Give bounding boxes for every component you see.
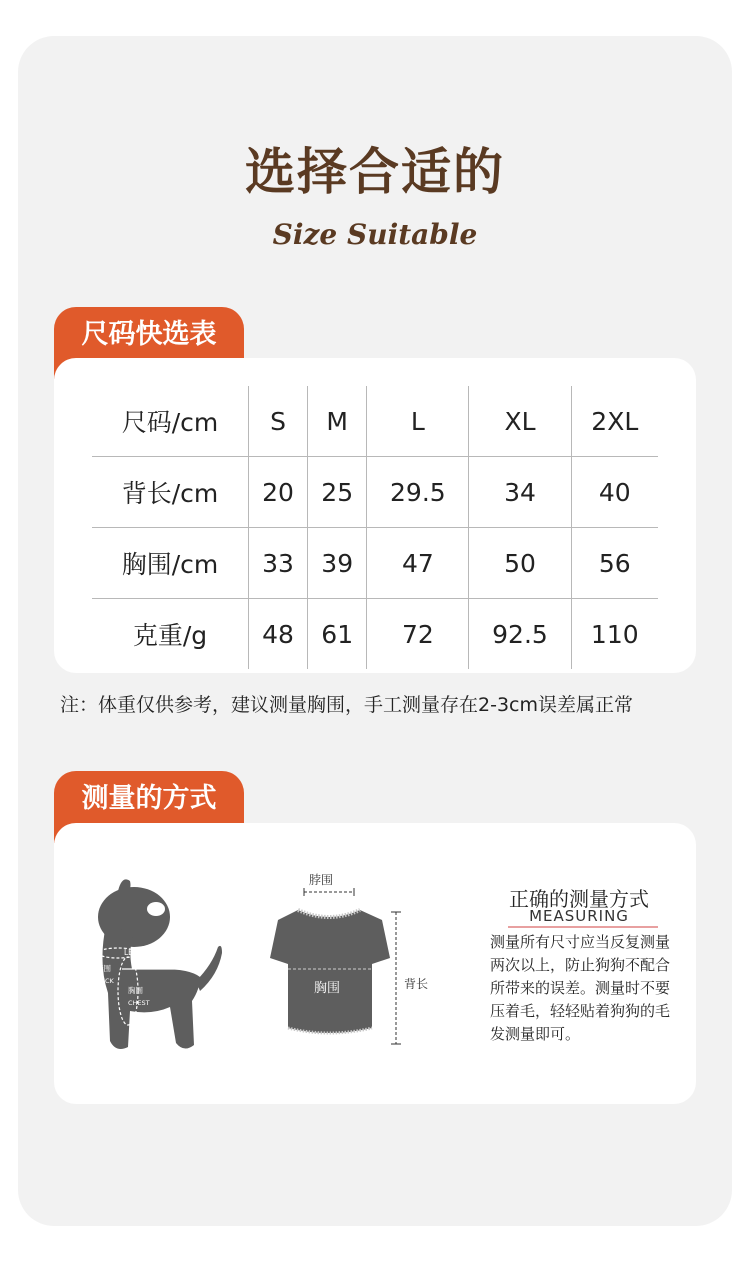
table-header-cell: 2XL <box>571 386 658 457</box>
table-row <box>92 599 658 670</box>
length-label: LENGTH背长 <box>124 948 170 957</box>
table-header-cell: 尺码/cm <box>92 386 249 457</box>
dog-chest-label: 胸围 <box>128 986 143 995</box>
table-cell: 56 <box>571 528 658 599</box>
table-header-cell: S <box>249 386 308 457</box>
table-cell: 40 <box>571 457 658 528</box>
measure-method-tab: 测量的方式 <box>54 771 244 843</box>
size-chart-card <box>54 358 696 673</box>
table-cell: 72 <box>367 599 469 670</box>
method-title: 正确的测量方式 <box>509 887 649 911</box>
size-note: 注：体重仅供参考，建议测量胸围，手工测量存在2-3cm误差属正常 <box>60 694 633 716</box>
page-title: 选择合适的 <box>245 143 505 201</box>
shirt-body-icon <box>270 910 390 1033</box>
table-cell: 50 <box>469 528 571 599</box>
table-cell: 胸围/cm <box>92 528 249 599</box>
dog-neck-label-en: NECK <box>96 977 114 985</box>
table-cell: 61 <box>308 599 367 670</box>
table-cell: 29.5 <box>367 457 469 528</box>
dog-illustration <box>72 873 232 1058</box>
table-cell: 33 <box>249 528 308 599</box>
method-description: 测量所有尺寸应当反复测量两次以上，防止狗狗不配合所带来的误差。测量时不要压着毛，轻轻贴着狗狗的毛发测量即可。 <box>490 933 671 1043</box>
table-cell: 48 <box>249 599 308 670</box>
method-underline <box>508 926 658 928</box>
measure-method-card <box>54 823 696 1104</box>
size-table <box>92 386 658 669</box>
table-header-cell: L <box>367 386 469 457</box>
dog-eye-icon <box>147 902 165 916</box>
table-row <box>92 457 658 528</box>
table-header-cell: XL <box>469 386 571 457</box>
table-header-cell: M <box>308 386 367 457</box>
table-cell: 34 <box>469 457 571 528</box>
table-cell: 39 <box>308 528 367 599</box>
shirt-length-label: 背长 <box>404 977 429 991</box>
method-subtitle: MEASURING <box>529 907 629 925</box>
table-row <box>92 528 658 599</box>
table-header-row <box>92 386 658 457</box>
shirt-neck-label: 脖围 <box>309 873 334 887</box>
size-chart-tab: 尺码快选表 <box>54 307 244 379</box>
page-subtitle: Size Suitable <box>272 218 478 251</box>
dog-tail-icon <box>196 946 222 991</box>
table-cell: 110 <box>590 619 639 649</box>
table-cell: 克重/g <box>92 599 249 670</box>
table-cell: 47 <box>367 528 469 599</box>
dog-chest-label-en: CHEST <box>128 999 150 1007</box>
table-cell: 25 <box>308 457 367 528</box>
table-cell: 92.5 <box>469 599 571 670</box>
table-cell: 背长/cm <box>92 457 249 528</box>
shirt-chest-label: 胸围 <box>314 981 341 996</box>
table-cell: 20 <box>249 457 308 528</box>
dog-body-icon <box>102 925 200 1049</box>
shirt-illustration <box>254 868 474 1058</box>
dog-neck-label: 脖围 <box>96 964 111 973</box>
